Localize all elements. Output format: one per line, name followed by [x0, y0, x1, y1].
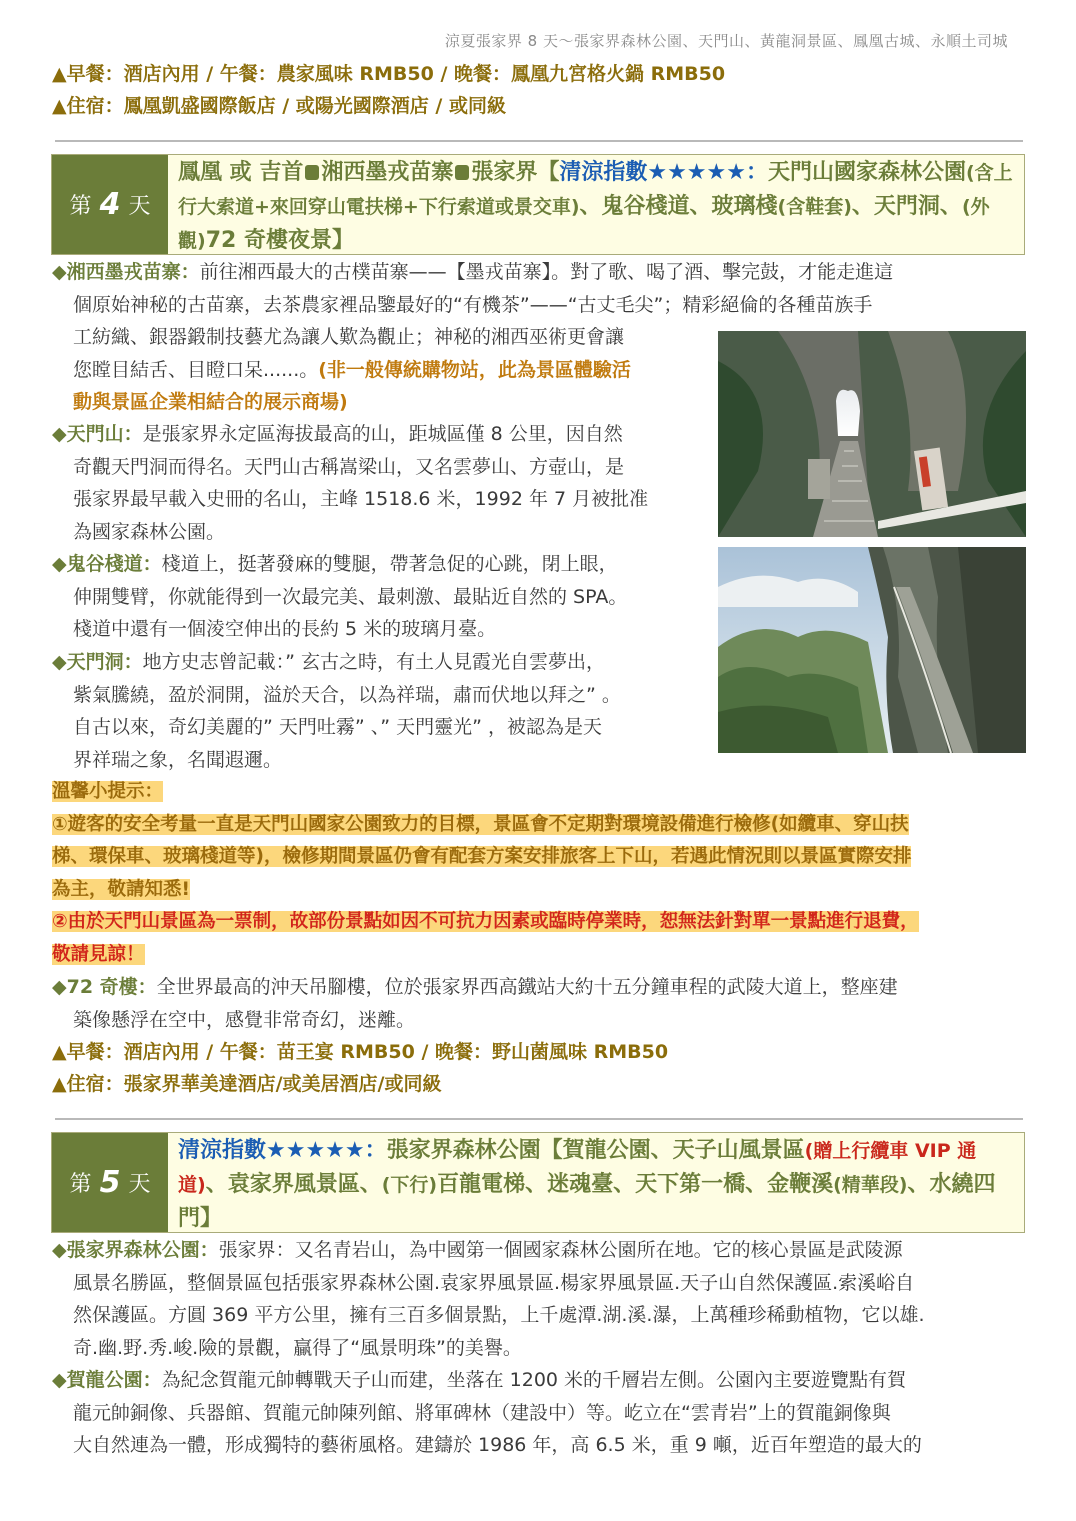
- qilou-section: ◆72 奇樓：全世界最高的沖天吊腳樓，位於張家界西高鐵站大約十五分鐘車程的武陵大道上，整座建 築像懸浮在空中，感覺非常奇幻，迷離。: [52, 976, 898, 1031]
- divider: [55, 1118, 1023, 1120]
- day4-hotel: ▲住宿：張家界華美達酒店/或美居酒店/或同級: [52, 1073, 442, 1095]
- tianmen-cave-photo: [718, 331, 1026, 537]
- guigu-section: ◆鬼谷棧道：棧道上，挺著發麻的雙腿，帶著急促的心跳，閉上眼， 伸開雙臂，你就能得到一次最完美、最刺激、最貼近自然的 SPA。 棧道中還有一個淩空伸出的長約 5 米的玻璃月臺。: [52, 553, 628, 640]
- helong-park-section: ◆賀龍公園：為紀念賀龍元帥轉戰天子山而建，坐落在 1200 米的千層岩左側。公園內主要遊覽點有賀 龍元帥銅像、兵器館、賀龍元帥陳列館、將軍碑林（建設中）等。屹立在“雲青岩”上的賀龍銅像與 大自然連為一體，形成獨特的藝術風格。建鑄於 1986 年，高 6.5 米，重 9 噸，近百年塑造的最大的: [52, 1369, 922, 1456]
- bus-icon: [455, 165, 469, 180]
- day4-meals: ▲早餐：酒店內用 / 午餐：苗王宴 RMB50 / 晚餐：野山菌風味 RMB50: [52, 1041, 669, 1063]
- guigu-plank-road-photo: [718, 547, 1026, 753]
- day5-title-box: [51, 1132, 1025, 1233]
- divider: [55, 140, 1023, 142]
- day4-title-box: [51, 154, 1025, 255]
- day5-label: 第 5 天: [52, 1133, 168, 1232]
- tips-heading: 溫馨小提示：: [52, 781, 164, 802]
- bus-icon: [305, 165, 319, 180]
- day4-title: 鳳凰 或 吉首 湘西墨戎苗寨 張家界【清涼指數★★★★★：天門山國家森林公園(含上行大索道+來回穿山電扶梯+下行索道或景交車)、鬼谷棧道、玻璃棧(含鞋套)、天門洞、(外觀)72 奇樓夜景】: [178, 160, 1013, 253]
- tianmen-cave-section: ◆天門洞：地方史志曾記載：” 玄古之時，有土人見霞光自雲夢出， 紫氣騰繞，盈於洞開，溢於天合，以為祥瑞，肅而伏地以拜之” 。 自古以來，奇幻美麗的” 天門吐霧” 、” 天門靈光” ，被認為是天 界祥瑞之象，名聞遐邇。: [52, 651, 621, 771]
- day5-title: 清涼指數★★★★★：張家界森林公園【賀龍公園、天子山風景區(贈上行纜車 VIP 通道)、袁家界風景區、(下行)百龍電梯、迷魂臺、天下第一橋、金鞭溪(精華段)、水繞四門】: [178, 1138, 996, 1231]
- tips-section: 溫馨小提示： ①遊客的安全考量一直是天門山國家公園致力的目標，景區會不定期對環境設備進行檢修(如纜車、穿山扶 梯、環保車、玻璃棧道等)，檢修期間景區仍會有配套方案安排旅客上下山，若遇此情況則以景區實際安排 為主，敬請知悉! ②由於天門山景區為一票制，故部份景點如因不可抗力因素或臨時停業時，恕無法針對單一景點進行退費， 敬請見諒！: [52, 781, 919, 965]
- miao-section: ◆湘西墨戎苗寨：前往湘西最大的古樸苗寨——【墨戎苗寨】。對了歌、喝了酒、擊完鼓，才能走進這 個原始神秘的古苗寨，去茶農家裡品鑒最好的“有機茶”——“古丈毛尖”；精彩絕倫的各種苗族手 工紡織、銀器鍛制技藝尤為讓人歎為觀止；神秘的湘西巫術更會讓 您瞠目結舌、目瞪口呆......。(非一般傳統購物站，此為景區體驗活 動與景區企業相結合的展示商場): [52, 261, 894, 413]
- day3-hotel: ▲住宿：鳳凰凱盛國際飯店 / 或陽光國際酒店 / 或同級: [52, 95, 506, 117]
- page-header: 涼夏張家界 8 天～張家界森林公園、天門山、黃龍洞景區、鳳凰古城、永順土司城: [444, 32, 1008, 50]
- day3-meals: ▲早餐：酒店內用 / 午餐：農家風味 RMB50 / 晚餐：鳳凰九宮格火鍋 RMB50: [52, 63, 726, 85]
- day4-label: 第 4 天: [52, 155, 168, 254]
- tianmen-section: ◆天門山：是張家界永定區海拔最高的山，距城區僅 8 公里，因自然 奇觀天門洞而得名。天門山古稱嵩梁山，又名雲夢山、方壺山，是 張家界最早載入史冊的名山，主峰 1518.6 米，1992 年 7 月被批准 為國家森林公園。: [52, 423, 649, 543]
- forest-park-section: ◆張家界森林公園：張家界：又名青岩山，為中國第一個國家森林公園所在地。它的核心景區是武陵源 風景名勝區，整個景區包括張家界森林公園.袁家界風景區.楊家界風景區.天子山自然保護區.索溪峪自 然保護區。方圓 369 平方公里，擁有三百多個景點，上千處潭.湖.溪.瀑，上萬種珍稀動植物，它以雄. 奇.幽.野.秀.峻.險的景觀，贏得了“風景明珠”的美譽。: [52, 1239, 925, 1359]
